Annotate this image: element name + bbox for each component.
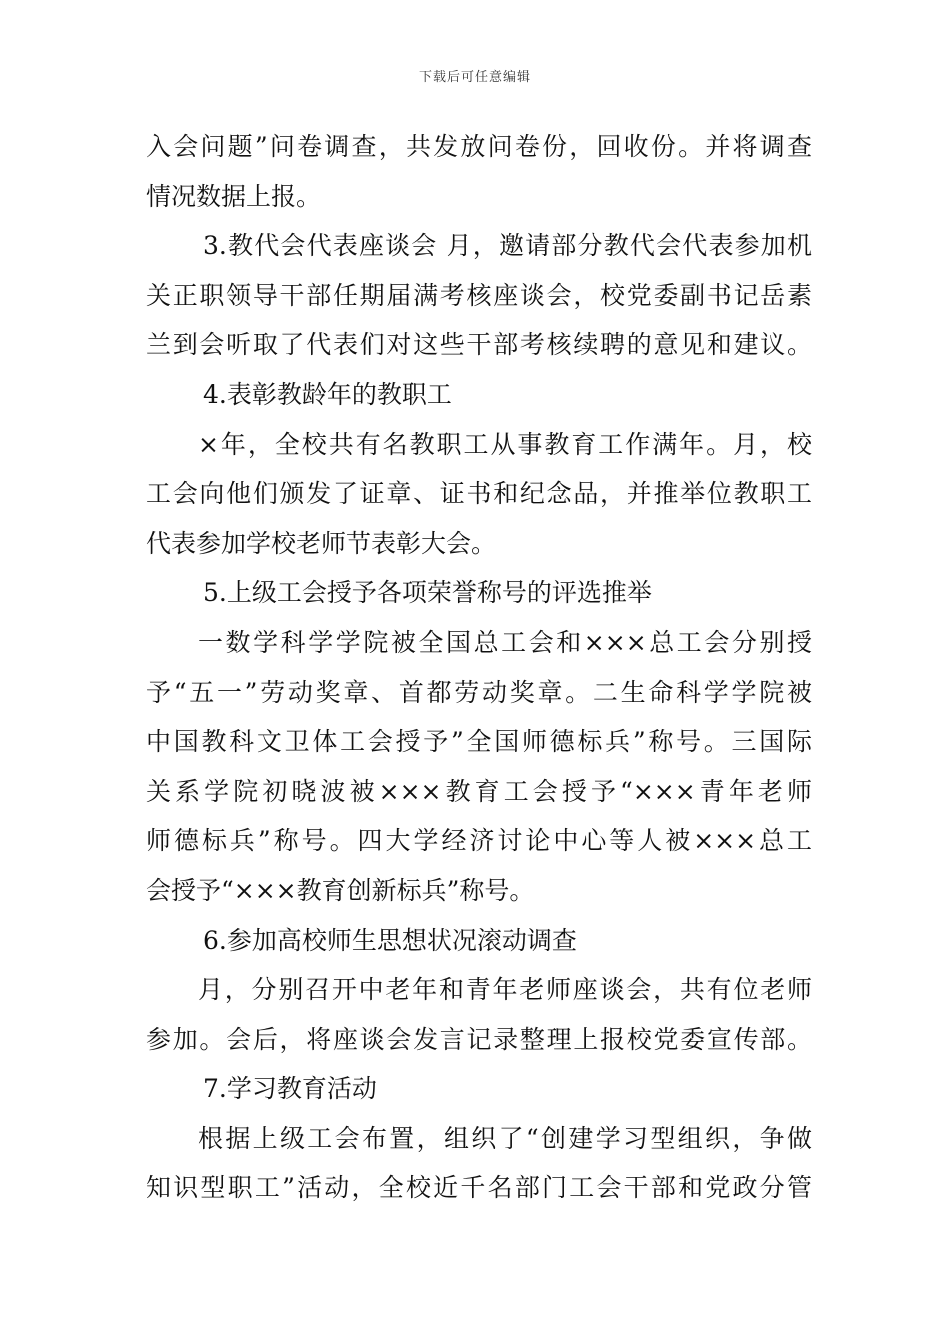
- body-line: 兰到会听取了代表们对这些干部考核续聘的意见和建议。: [146, 330, 812, 360]
- body-line: 根据上级工会布置，组织了“创建学习型组织，争做: [198, 1123, 812, 1153]
- body-line: 参加。会后，将座谈会发言记录整理上报校党委宣传部。: [146, 1024, 812, 1054]
- section-heading-3: 3.教代会代表座谈会 月，邀请部分教代会代表参加机: [203, 231, 812, 261]
- document-body: [146, 122, 812, 1213]
- body-line: 代表参加学校老师节表彰大会。: [146, 528, 497, 558]
- body-line: 关正职领导干部任期届满考核座谈会，校党委副书记岳素: [146, 280, 812, 310]
- body-line: 中国教科文卫体工会授予”全国师德标兵”称号。三国际: [146, 727, 812, 757]
- body-line: 师德标兵”称号。四大学经济讨论中心等人被×××总工: [146, 826, 812, 856]
- section-heading-4: 4.表彰教龄年的教职工: [203, 379, 452, 409]
- body-line: 月，分别召开中老年和青年老师座谈会，共有位老师: [198, 975, 812, 1005]
- body-line: 入会问题”问卷调查，共发放问卷份，回收份。并将调查: [146, 132, 812, 161]
- body-line: 一数学科学学院被全国总工会和×××总工会分别授: [198, 627, 812, 657]
- body-line: 情况数据上报。: [146, 181, 322, 211]
- body-line: 知识型职工”活动，全校近千名部门工会干部和党政分管: [146, 1173, 812, 1203]
- section-heading-6: 6.参加高校师生思想状况滚动调查: [203, 925, 577, 955]
- body-line: 予“五一”劳动奖章、首都劳动奖章。二生命科学学院被: [146, 677, 812, 707]
- body-line: 关系学院初晓波被×××教育工会授予“×××青年老师: [146, 776, 812, 806]
- section-heading-7: 7.学习教育活动: [203, 1074, 377, 1104]
- body-line: ×年，全校共有名教职工从事教育工作满年。月，校: [198, 429, 812, 459]
- body-line: 会授予“×××教育创新标兵”称号。: [146, 875, 535, 905]
- page-header-note: 下载后可任意编辑: [418, 70, 531, 85]
- section-heading-5: 5.上级工会授予各项荣誉称号的评选推举: [203, 578, 652, 608]
- body-line: 工会向他们颁发了证章、证书和纪念品，并推举位教职工: [146, 479, 812, 509]
